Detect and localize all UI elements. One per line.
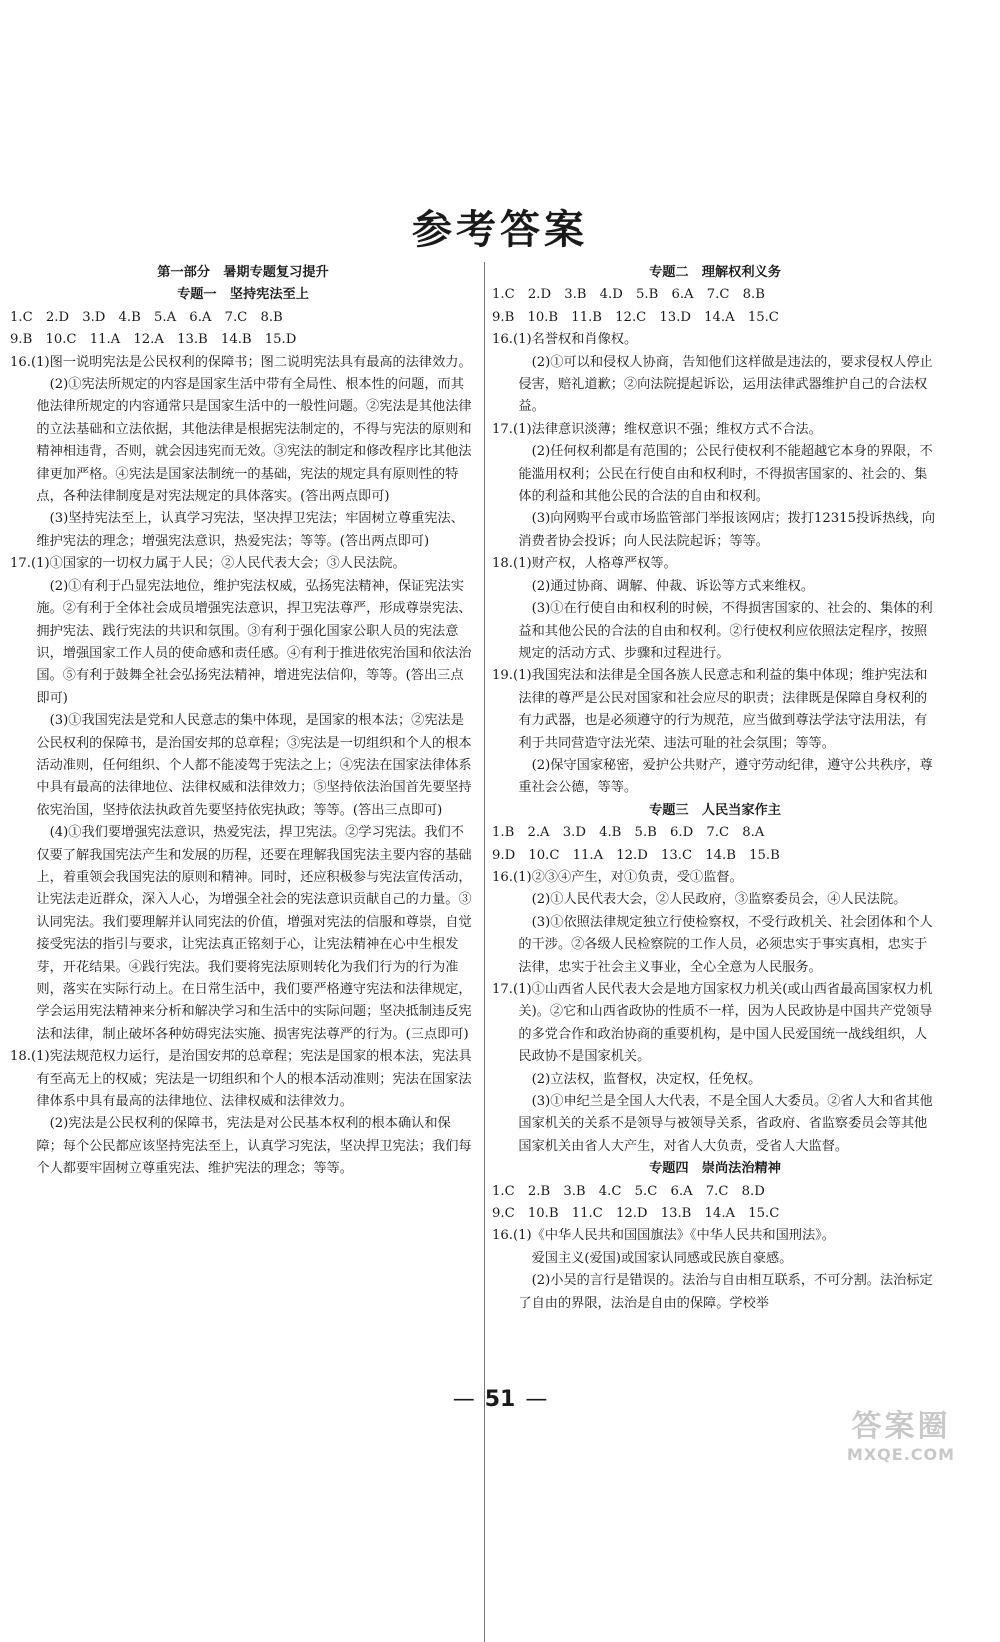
question-answer: 17.(1)①国家的一切权力属于人民；②人民代表大会；③人民法院。 — [10, 556, 406, 572]
section-heading: 专题二 理解权利义务 — [649, 265, 781, 280]
question-answer: 17.(1)法律意识淡薄；维权意识不强；维权方式不合法。 — [492, 421, 822, 437]
answer-key-line: 9.C 10.B 11.C 12.D 13.B 14.A 15.C — [492, 1206, 780, 1222]
section-heading: 专题一 坚持宪法至上 — [177, 287, 309, 303]
question-answer: 16.(1)②③④产生，对①负责，受①监督。 — [492, 869, 743, 885]
answer-key-line: 1.B 2.A 3.D 4.B 5.B 6.D 7.C 8.A — [492, 825, 765, 841]
question-answer: 19.(1)我国宪法和法律是全国各族人民意志和利益的集中体现；维护宪法和法律的尊严是公民对国家和社会应尽的职责；法律既是保障自身权利的有力武器，也是必须遵守的行为规范，应当做到尊法学法守法用法，有利于共同营造守法光荣、违法可耻的社会氛围；等等。 — [492, 668, 928, 751]
answer-paragraph: (2)①可以和侵权人协商，告知他们这样做是违法的，要求侵权人停止侵害，赔礼道歉；②向法院提起诉讼，运用法律武器维护自己的合法权益。 — [518, 354, 933, 415]
answer-paragraph: (2)宪法是公民权利的保障书，宪法是对公民基本权利的根本确认和保障；每个公民都应该坚持宪法至上，认真学习宪法，坚决捍卫宪法；我们每个人都要牢固树立尊重宪法、维护宪法的理念；等等。 — [36, 1116, 472, 1177]
answer-key-line: 1.C 2.D 3.D 4.B 5.A 6.A 7.C 8.B — [10, 309, 283, 325]
left-column — [10, 262, 476, 1181]
answer-paragraph: (2)任何权利都是有范围的；公民行使权利不能超越它本身的界限，不能滥用权利；公民在行使自由和权利时，不得损害国家的、社会的、集体的利益和其他公民的合法的自由和权利。 — [518, 444, 933, 505]
answer-paragraph: (3)①在行使自由和权利的时候，不得损害国家的、社会的、集体的利益和其他公民的合法的自由和权利。②行使权利应依照法定程序，按照规定的活动方式、步骤和过程进行。 — [518, 601, 933, 661]
answer-key-line: 9.B 10.B 11.B 12.C 13.D 14.A 15.C — [492, 309, 779, 325]
answer-paragraph: (2)通过协商、调解、仲裁、诉讼等方式来维权。 — [531, 578, 815, 594]
question-answer: 18.(1)财产权，人格尊严权等。 — [492, 556, 677, 572]
answer-paragraph: (2)①人民代表大会，②人民政府，③监察委员会，④人民法院。 — [531, 892, 907, 908]
answer-paragraph: (2)①有利于凸显宪法地位，维护宪法权威，弘扬宪法精神，保证宪法实施。②有利于全体社会成员增强宪法意识，捍卫宪法尊严，形成尊崇宪法、拥护宪法、践行宪法的共识和氛围。③有利于强化国家公职人员的宪法意识，增强国家工作人员的使命感和责任感。④有利于推进依宪治国和依法治国。⑤有利于鼓舞全社会弘扬宪法精神，增进宪法信仰，等等。(答出三点即可) — [36, 578, 472, 706]
answer-paragraph: (3)坚持宪法至上，认真学习宪法，坚决捍卫宪法；牢固树立尊重宪法、维护宪法的理念；增强宪法意识，热爱宪法；等等。(答出两点即可) — [36, 511, 464, 549]
page-number-text: 51 — [484, 1387, 516, 1412]
answer-paragraph: (3)①依照法律规定独立行使检察权，不受行政机关、社会团体和个人的干涉。②各级人民检察院的工作人员，必须忠实于事实真相，忠实于法律，忠实于社会主义事业，全心全意为人民服务。 — [518, 914, 933, 975]
answer-paragraph: (2)保守国家秘密，爱护公共财产，遵守劳动纪律，遵守公共秩序，尊重社会公德，等等。 — [518, 757, 933, 796]
answer-key-line: 9.B 10.C 11.A 12.A 13.B 14.B 15.D — [10, 332, 297, 348]
question-answer: 17.(1)①山西省人民代表大会是地方国家权力机关(或山西省最高国家权力机关)。②它和山西省政协的性质不一样，因为人民政协是中国共产党领导的多党合作和政治协商的重要机构，是中国人民爱国统一战线组织，人民政协不是国家机关。 — [492, 982, 933, 1065]
section-heading: 第一部分 暑期专题复习提升 — [157, 265, 329, 280]
answer-paragraph: (2)立法权，监督权，决定权，任免权。 — [531, 1071, 762, 1087]
answer-paragraph: (3)①申纪兰是全国人大代表，不是全国人大委员。②省人大和省其他国家机关的关系不是领导与被领导关系，省政府、省监察委员会等其他国家机关由省人大产生，对省人大负责，受省人大监督。 — [518, 1094, 933, 1154]
answer-key-line: 9.D 10.C 11.A 12.D 13.C 14.B 15.B — [492, 847, 780, 863]
section-heading: 专题四 崇尚法治精神 — [649, 1161, 781, 1177]
section-heading: 专题三 人民当家作主 — [649, 802, 781, 818]
watermark-logo — [816, 1401, 986, 1463]
answer-paragraph: 爱国主义(爱国)或国家认同感或民族自豪感。 — [531, 1250, 793, 1266]
right-column — [492, 262, 938, 1315]
answer-paragraph: (2)①宪法所规定的内容是国家生活中带有全局性、根本性的问题，而其他法律所规定的内容通常只是国家生活中的一般性问题。②宪法是其他法律的立法基础和立法依据，其他法律是根据宪法制定的，不得与宪法的原则和精神相违背，否则，就会因违宪而无效。③宪法的制定和修改程序比其他法律更加严格。④宪法是国家法制统一的基础，宪法的规定具有原则性的特点，各种法律制度是对宪法规定的具体落实。(答出两点即可) — [36, 377, 472, 505]
answer-paragraph: (3)①我国宪法是党和人民意志的集中体现，是国家的根本法；②宪法是公民权利的保障书，是治国安邦的总章程；③宪法是一切组织和个人的根本活动准则，任何组织、个人都不能凌驾于宪法之上；④宪法在国家法律体系中具有最高的法律地位、法律权威和法律效力；⑤坚持依法治国首先要坚持依宪治国，坚持依法执政首先要坚持依宪执政；等等。(答出三点即可) — [36, 713, 472, 818]
page-title: 参考答案 — [412, 207, 588, 253]
answer-paragraph: (2)小吴的言行是错误的。法治与自由相互联系，不可分割。法治标定了自由的界限，法治是自由的保障。学校举 — [518, 1273, 933, 1311]
question-answer: 16.(1)名誉权和肖像权。 — [492, 332, 638, 348]
answer-paragraph: (3)向网购平台或市场监管部门举报该网店；拨打12315投诉热线，向消费者协会投诉；向人民法院起诉；等等。 — [518, 511, 936, 549]
column-divider — [484, 262, 485, 1642]
question-answer: 16.(1)图一说明宪法是公民权利的保障书；图二说明宪法具有最高的法律效力。 — [10, 354, 472, 370]
watermark-url: MXQE.COM — [846, 1445, 956, 1464]
answer-key-line: 1.C 2.B 3.B 4.C 5.C 6.A 7.C 8.D — [492, 1183, 765, 1199]
answer-key-line: 1.C 2.D 3.B 4.D 5.B 6.A 7.C 8.B — [492, 287, 765, 303]
answer-paragraph: (4)①我们要增强宪法意识，热爱宪法，捍卫宪法。②学习宪法。我们不仅要了解我国宪法产生和发展的历程，还要在理解我国宪法主要内容的基础上，着重领会我国宪法的原则和精神。同时，还应积极参与宪法宣传活动，让宪法走近群众，深入人心，为增强全社会的宪法意识贡献自己的力量。③认同宪法。我们要理解并认同宪法的价值，增强对宪法的信服和尊崇，自觉接受宪法的指引与要求，让宪法真正铭刻于心，让宪法精神在心中生根发芽，开花结果。④践行宪法。我们要将宪法原则转化为我们行为的行为准则，落实在实际行动上。在日常生活中，我们要严格遵守宪法和法律规定，学会运用宪法精神来分析和解决学习和生活中的实际问题；坚决抵制违反宪法和法律，制止破坏各种妨碍宪法实施、损害宪法尊严的行为。(三点即可) — [36, 825, 472, 1042]
question-answer: 18.(1)宪法规范权力运行，是治国安邦的总章程；宪法是国家的根本法，宪法具有至高无上的权威；宪法是一切组织和个人的根本活动准则；宪法在国家法律体系中具有最高的法律地位、法律权威和法律效力。 — [10, 1049, 472, 1110]
question-answer: 16.(1)《中华人民共和国国旗法》《中华人民共和国刑法》。 — [492, 1228, 835, 1244]
watermark-logo-text: 答案圈 — [851, 1409, 951, 1444]
